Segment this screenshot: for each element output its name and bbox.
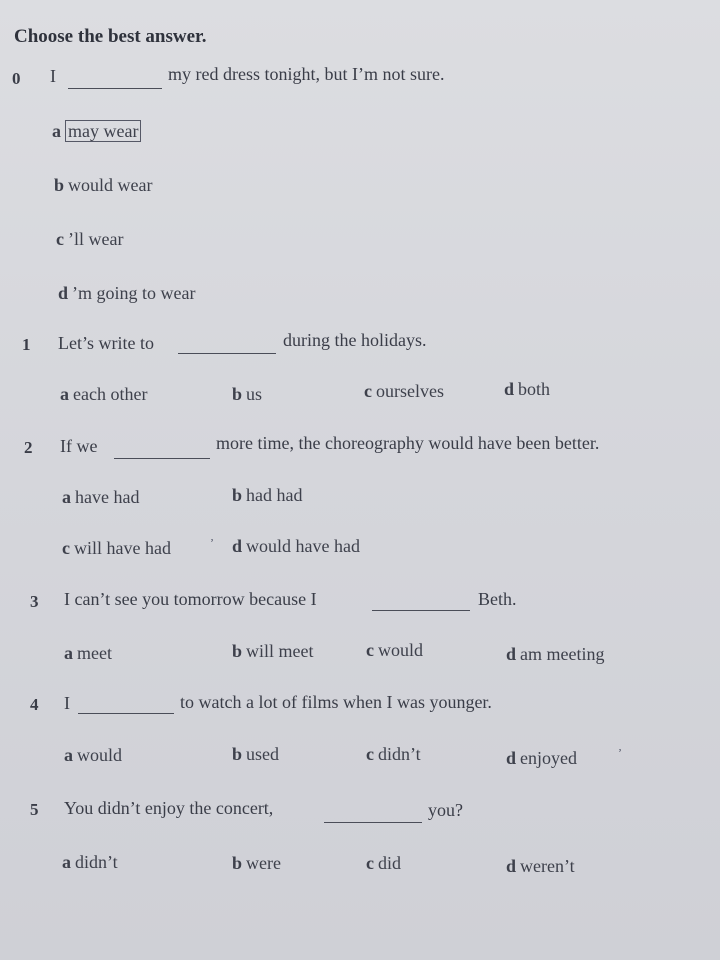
option-letter: a [52, 121, 61, 141]
question-stem-end: to watch a lot of films when I was younger. [180, 692, 492, 712]
option-b [232, 641, 314, 662]
option-letter: b [232, 485, 243, 505]
question-stem-end: more time, the choreography would have been better. [216, 433, 600, 453]
question-stem-end: during the holidays. [283, 330, 427, 350]
option-letter: b [232, 384, 243, 404]
option-text: were [246, 853, 281, 873]
question-stem-end: my red dress tonight, but I’m not sure. [168, 64, 445, 84]
question-stem-start: Let’s write to [58, 333, 154, 353]
option-text: would wear [68, 175, 153, 195]
question-number: 4 [30, 695, 39, 714]
option-letter: d [506, 644, 517, 664]
option-a [62, 852, 118, 873]
option-letter: c [366, 640, 374, 660]
option-text: am meeting [520, 644, 605, 664]
option-d [506, 856, 575, 877]
option-text: have had [75, 487, 140, 507]
pencil-tick-mark: ʼ [618, 746, 622, 760]
question-number: 1 [22, 335, 31, 354]
option-text: would [378, 640, 423, 660]
option-text: ’ll wear [68, 229, 124, 249]
question-stem-start: I can’t see you tomorrow because I [64, 589, 317, 609]
option-text: didn’t [75, 852, 118, 872]
option-letter: b [232, 853, 243, 873]
option-letter: c [364, 381, 372, 401]
question-number: 2 [24, 438, 33, 457]
option-a [62, 487, 139, 508]
option-letter: d [506, 856, 517, 876]
option-text: used [246, 744, 280, 764]
option-d [506, 748, 577, 769]
pencil-tick-mark: ʼ [210, 536, 214, 550]
question-stem-end: you? [428, 800, 463, 820]
question-stem-start: I [50, 66, 56, 86]
option-b [54, 175, 153, 196]
option-a [52, 121, 141, 142]
option-letter: a [64, 745, 73, 765]
option-a [64, 643, 112, 664]
option-letter: a [64, 643, 73, 663]
option-c [366, 640, 423, 661]
instructions-title: Choose the best answer. [14, 26, 207, 47]
option-letter: b [232, 744, 243, 764]
option-c [364, 381, 444, 402]
option-a [60, 384, 147, 405]
answer-blank [68, 88, 162, 89]
option-letter: a [62, 487, 71, 507]
option-text-selected: may wear [65, 120, 141, 142]
option-b [232, 485, 303, 506]
option-text: us [246, 384, 263, 404]
option-letter: a [60, 384, 69, 404]
answer-blank [78, 713, 174, 714]
option-letter: b [54, 175, 65, 195]
option-letter: a [62, 852, 71, 872]
option-c [56, 229, 123, 250]
option-b [232, 744, 279, 765]
answer-blank [178, 353, 276, 354]
option-text: will meet [246, 641, 314, 661]
option-text: had had [246, 485, 303, 505]
question-number: 0 [12, 69, 21, 88]
option-b [232, 853, 281, 874]
option-text: ’m going to wear [72, 283, 196, 303]
question-stem-end: Beth. [478, 589, 517, 609]
option-d [504, 379, 550, 400]
option-d [506, 644, 605, 665]
question-stem-start: You didn’t enjoy the concert, [64, 798, 274, 818]
option-text: weren’t [520, 856, 575, 876]
question-stem-start: If we [60, 436, 98, 456]
option-a [64, 745, 122, 766]
option-text: didn’t [378, 744, 421, 764]
question-number: 3 [30, 592, 39, 611]
option-text: did [378, 853, 402, 873]
answer-blank [372, 610, 470, 611]
option-text: would have had [246, 536, 360, 556]
option-text: enjoyed [520, 748, 577, 768]
answer-blank [114, 458, 210, 459]
option-c [366, 853, 401, 874]
option-c [366, 744, 421, 765]
option-d [58, 283, 195, 304]
option-letter: c [62, 538, 70, 558]
option-b [232, 384, 262, 405]
option-letter: d [506, 748, 517, 768]
option-letter: c [366, 853, 374, 873]
option-text: each other [73, 384, 148, 404]
option-letter: c [366, 744, 374, 764]
option-c [62, 538, 171, 559]
answer-blank [324, 822, 422, 823]
option-text: will have had [74, 538, 171, 558]
option-letter: b [232, 641, 243, 661]
option-d [232, 536, 360, 557]
option-letter: c [56, 229, 64, 249]
option-letter: d [58, 283, 69, 303]
option-text: would [77, 745, 122, 765]
question-stem-start: I [64, 693, 70, 713]
option-letter: d [232, 536, 243, 556]
option-text: meet [77, 643, 112, 663]
option-letter: d [504, 379, 515, 399]
option-text: ourselves [376, 381, 444, 401]
option-text: both [518, 379, 551, 399]
question-number: 5 [30, 800, 39, 819]
